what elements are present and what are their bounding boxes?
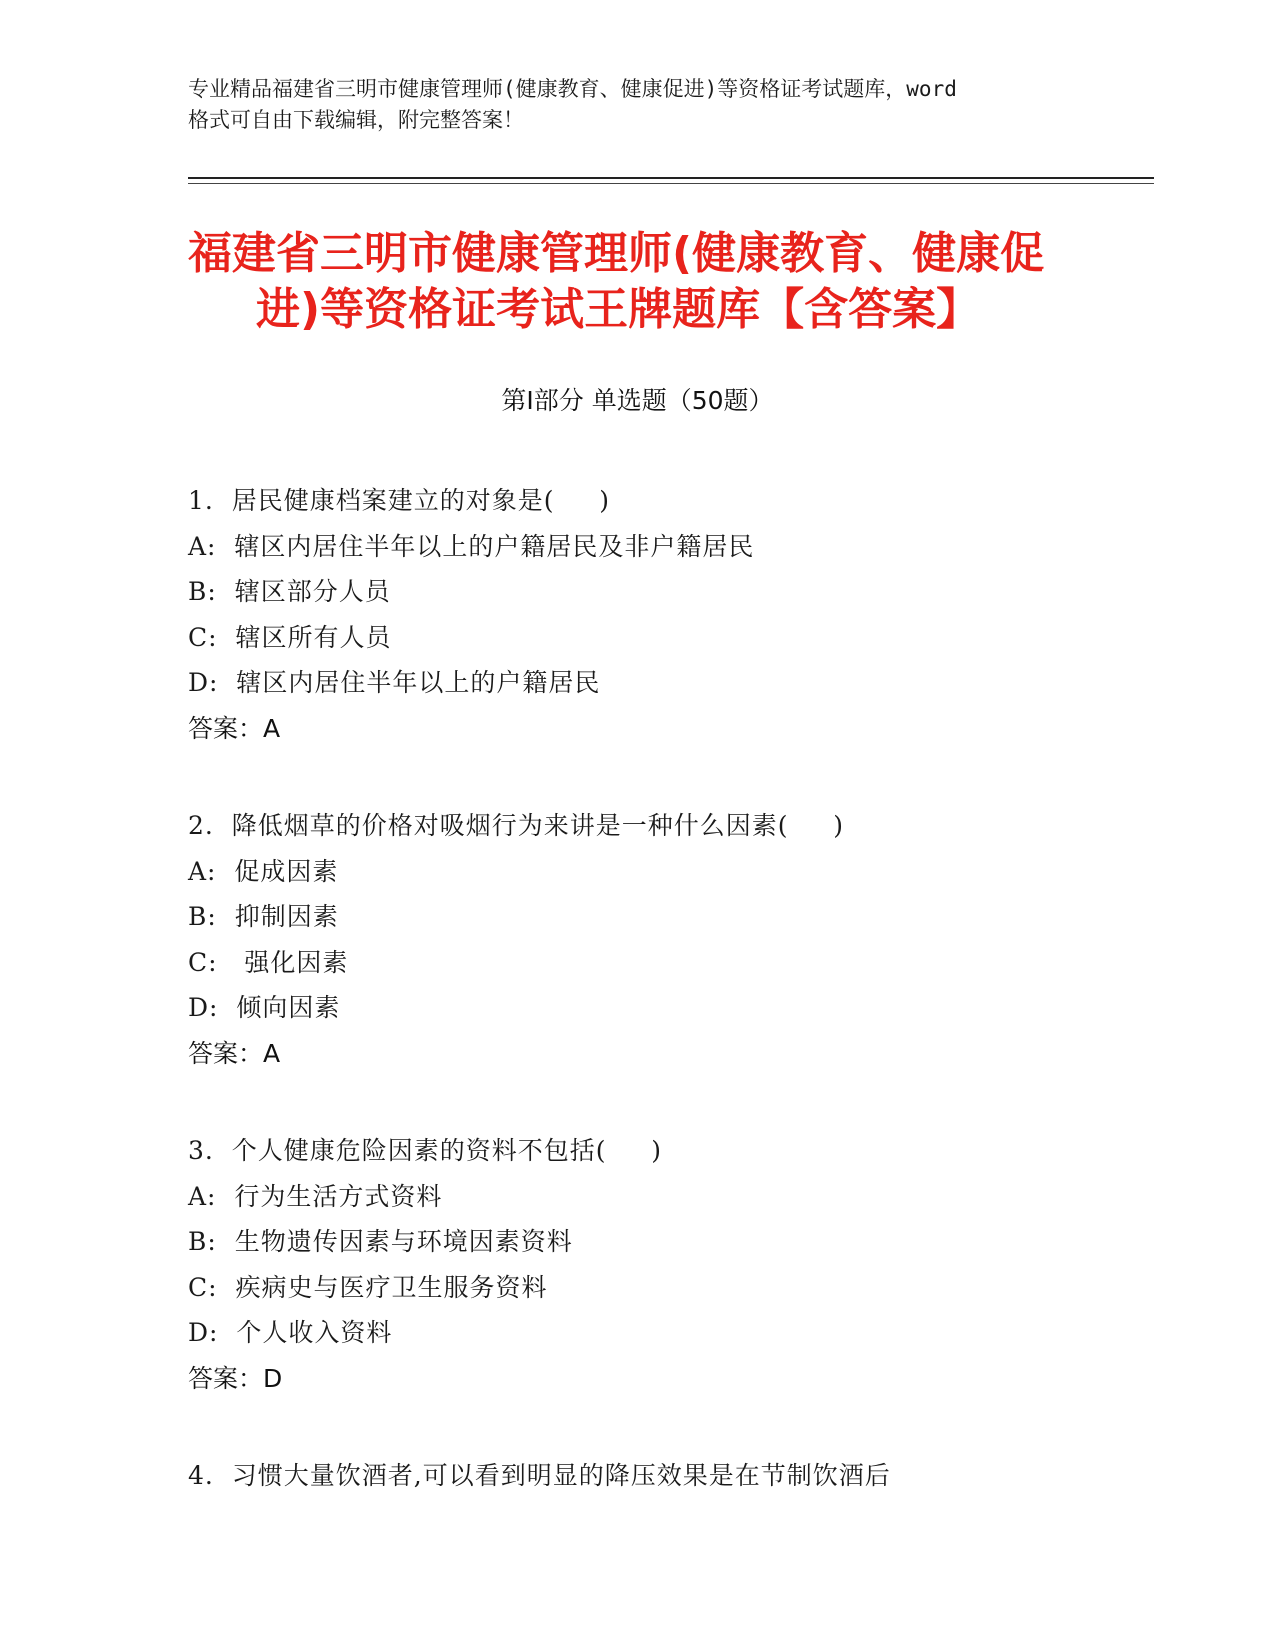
option-a: A: 行为生活方式资料 (188, 1181, 443, 1211)
document-title (188, 226, 1108, 338)
header-note-line-2: 格式可自由下载编辑，附完整答案！ (188, 108, 524, 132)
header-divider-thin (188, 183, 1154, 184)
header-note-line-1: 专业精品福建省三明市健康管理师(健康教育、健康促进)等资格证考试题库，word (188, 77, 957, 101)
option-b: B: 辖区部分人员 (188, 577, 391, 606)
option-a: A: 促成因素 (188, 856, 339, 886)
question-stem: 4. 习惯大量饮酒者,可以看到明显的降压效果是在节制饮酒后 (188, 1461, 891, 1490)
header-divider-thick (188, 177, 1154, 179)
header-note (188, 74, 1088, 136)
question-1 (188, 478, 1148, 751)
option-b: B: 生物遗传因素与环境因素资料 (188, 1227, 573, 1256)
document-title-line-2: 进)等资格证考试王牌题库【含答案】 (256, 284, 981, 335)
answer: 答案：A (188, 1038, 281, 1068)
option-b: B: 抑制因素 (188, 902, 339, 931)
section-heading: 第Ⅰ部分 单选题（50题） (501, 386, 774, 415)
option-c: C: 辖区所有人员 (188, 622, 392, 652)
answer: 答案：D (188, 1363, 283, 1393)
question-list (188, 478, 1148, 1551)
option-c: C: 强化因素 (188, 947, 349, 977)
question-stem: 1. 居民健康档案建立的对象是( ) (188, 486, 610, 515)
question-3 (188, 1128, 1148, 1401)
question-stem: 3. 个人健康危险因素的资料不包括( ) (188, 1136, 662, 1165)
option-d: D: 倾向因素 (188, 993, 341, 1022)
option-c: C: 疾病史与医疗卫生服务资料 (188, 1272, 548, 1302)
option-d: D: 个人收入资料 (188, 1318, 393, 1347)
question-2 (188, 803, 1148, 1076)
option-a: A: 辖区内居住半年以上的户籍居民及非户籍居民 (188, 531, 755, 561)
answer: 答案：A (188, 713, 281, 743)
option-d: D: 辖区内居住半年以上的户籍居民 (188, 668, 601, 697)
question-4 (188, 1453, 1148, 1499)
document-title-line-1: 福建省三明市健康管理师(健康教育、健康促 (188, 228, 1045, 279)
question-stem: 2. 降低烟草的价格对吸烟行为来讲是一种什么因素( ) (188, 811, 844, 840)
